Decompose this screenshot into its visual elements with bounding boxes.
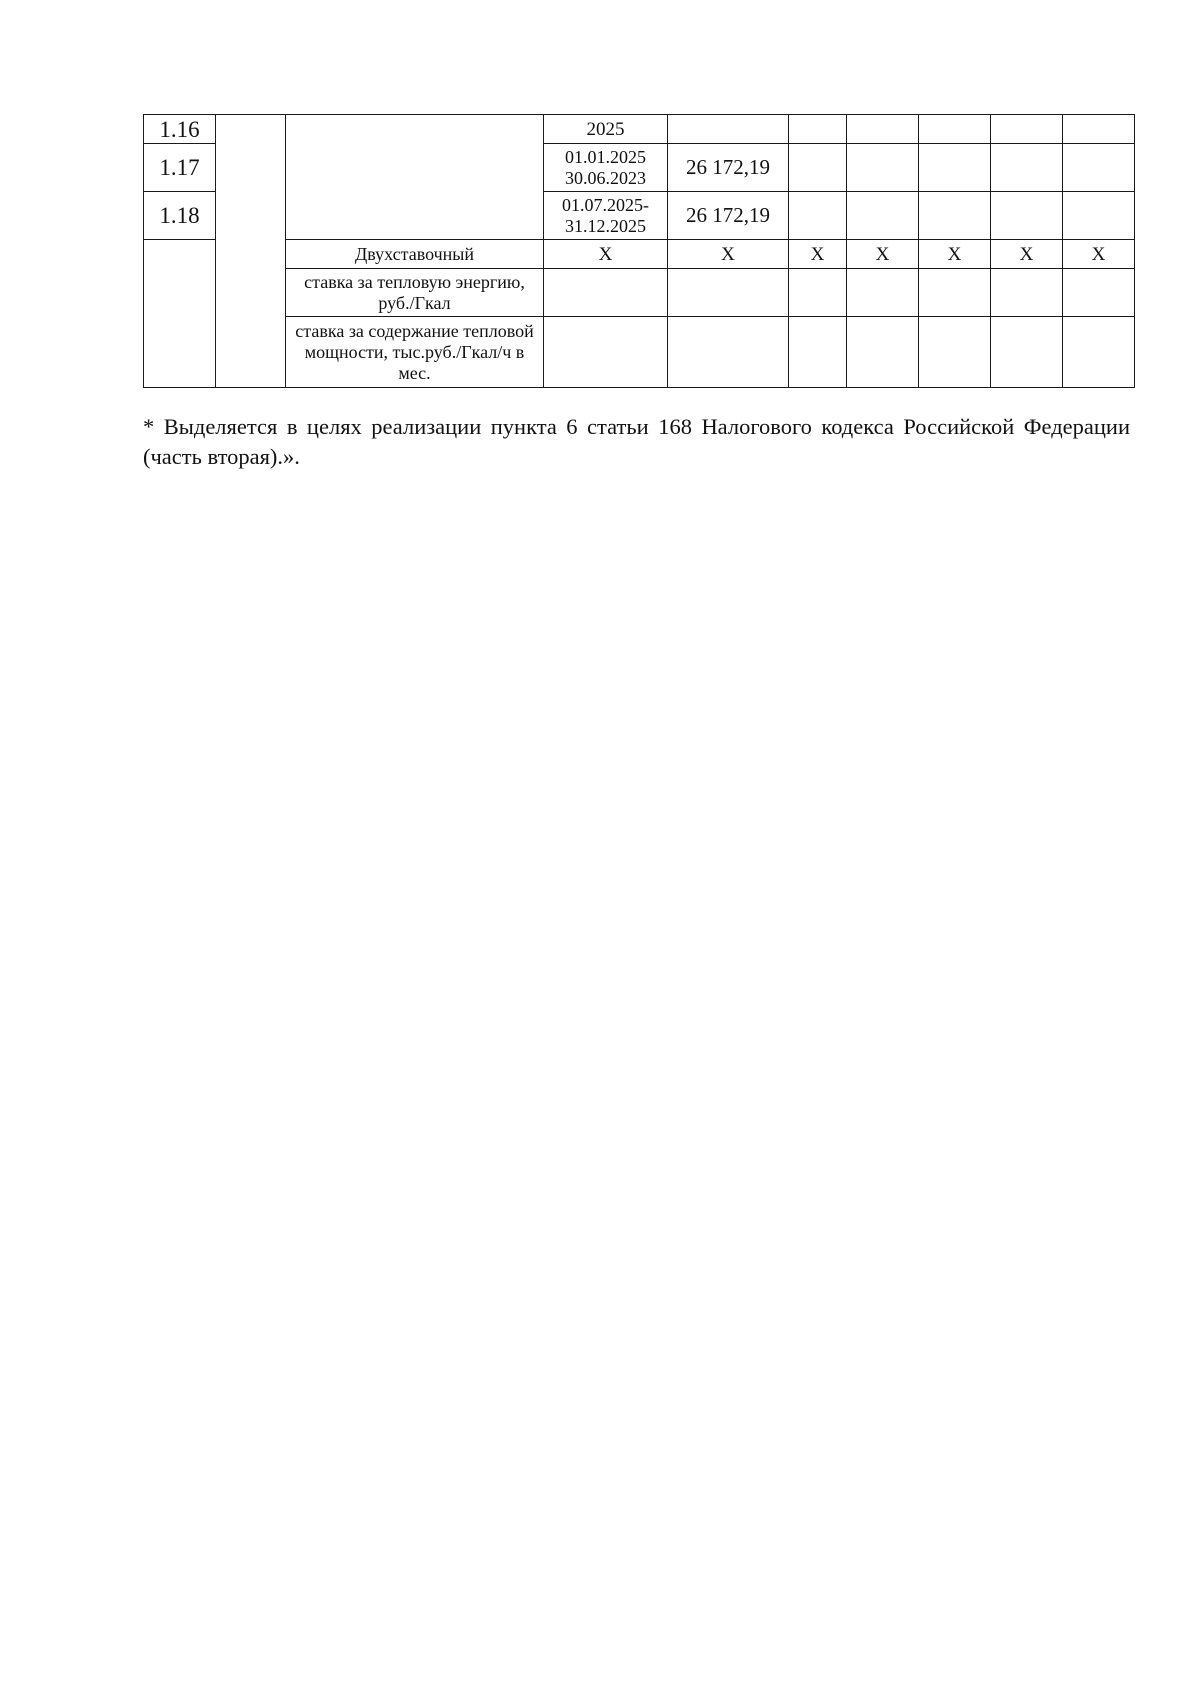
footnote: * Выделяется в целях реализации пункта 6 статьи 168 Налогового кодекса Российской Федерации (часть вторая).». <box>143 414 1130 469</box>
x-mark: X <box>919 240 991 269</box>
empty-cell <box>919 192 991 240</box>
empty-cell <box>991 317 1063 388</box>
x-mark: X <box>789 240 847 269</box>
empty-cell <box>789 144 847 192</box>
empty-cell <box>991 144 1063 192</box>
empty-cell <box>847 144 919 192</box>
x-mark: X <box>847 240 919 269</box>
x-mark: X <box>668 240 789 269</box>
energy-rate-label: ставка за тепловую энергию, руб./Гкал <box>286 269 544 317</box>
empty-cell <box>789 115 847 144</box>
table-row <box>144 240 1135 269</box>
empty-cell <box>1063 144 1135 192</box>
empty-merged-cell <box>216 115 286 388</box>
row-number: 1.16 <box>144 115 216 144</box>
empty-merged-cell <box>286 115 544 240</box>
tariff-table <box>143 114 1135 388</box>
empty-cell <box>544 317 668 388</box>
row-number: 1.17 <box>144 144 216 192</box>
empty-cell <box>919 115 991 144</box>
empty-cell <box>789 192 847 240</box>
empty-cell <box>1063 115 1135 144</box>
empty-cell <box>544 269 668 317</box>
table-row <box>144 115 1135 144</box>
x-mark: X <box>544 240 668 269</box>
empty-cell <box>847 192 919 240</box>
empty-cell <box>847 115 919 144</box>
empty-cell <box>847 269 919 317</box>
empty-cell <box>668 317 789 388</box>
empty-cell <box>1063 269 1135 317</box>
empty-cell <box>847 317 919 388</box>
table-row <box>144 269 1135 317</box>
empty-cell <box>1063 192 1135 240</box>
period-cell: 01.07.2025- 31.12.2025 <box>544 192 668 240</box>
empty-cell <box>919 317 991 388</box>
period-cell: 01.01.2025 30.06.2023 <box>544 144 668 192</box>
empty-cell <box>991 269 1063 317</box>
two-rate-label: Двухставочный <box>286 240 544 269</box>
tariff-value-cell <box>668 115 789 144</box>
tariff-value-cell: 26 172,19 <box>668 192 789 240</box>
empty-merged-cell <box>144 240 216 388</box>
empty-cell <box>789 317 847 388</box>
empty-cell <box>991 192 1063 240</box>
empty-cell <box>919 144 991 192</box>
empty-cell <box>789 269 847 317</box>
table-row <box>144 317 1135 388</box>
capacity-rate-label: ставка за содержание тепловой мощности, тыс.руб./Гкал/ч в мес. <box>286 317 544 388</box>
tariff-value-cell: 26 172,19 <box>668 144 789 192</box>
empty-cell <box>1063 317 1135 388</box>
x-mark: X <box>1063 240 1135 269</box>
empty-cell <box>919 269 991 317</box>
row-number: 1.18 <box>144 192 216 240</box>
empty-cell <box>668 269 789 317</box>
x-mark: X <box>991 240 1063 269</box>
period-cell: 2025 <box>544 115 668 144</box>
empty-cell <box>991 115 1063 144</box>
